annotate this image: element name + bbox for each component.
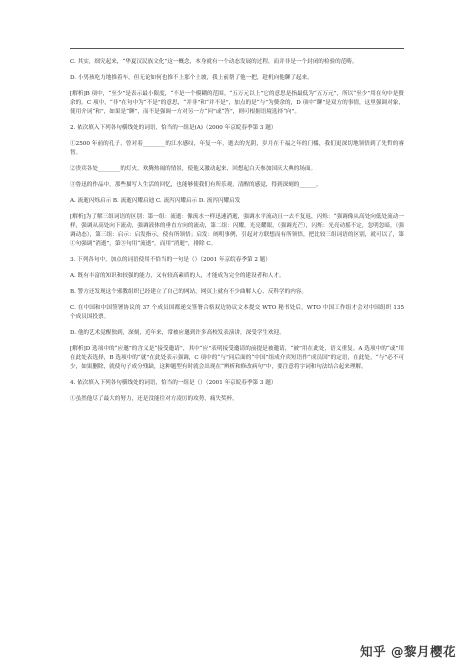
question-2-sentence-3: ③鲁迅的作品中，那些描写人生活的回忆，也能够使我们有所乐观，清醒的感觉，得到深刻的______。 xyxy=(70,182,322,188)
header-rule xyxy=(70,48,404,49)
question-3-heading: 3. 下列各句中，加点的词语使用不恰当的一句是（）（2001 年京皖春季第 2 题） xyxy=(70,257,271,263)
question-3-option-c: C. 在中国和中国签署协议的 37 个成员国都递交签署合格双边协议文本提交 WTO 秘书处后，WTO 中国工作组才会对中国组织 135 个成员国投票。 xyxy=(70,305,404,320)
question-2-heading: 2. 依次填入下列各句横线处的词语，恰当的一组是(A)（2000 年京皖春季第 3 题） xyxy=(70,125,277,131)
paragraph-option-d: D. 小男孩吃力地推着车，但无论如何也推不上那个土坡，我上前帮了他一把，趁机向他聊了起来。 xyxy=(70,75,313,81)
question-4-sentence-1: ①虽然他尽了最大的努力，还是没能往对方凌厉的攻势，痛失奖杯。 xyxy=(70,396,238,402)
document-body xyxy=(70,58,404,411)
question-4-heading: 4. 依次填入下列各句横线处的词语，恰当的一组是（）（2001 年京皖春季第 3 题） xyxy=(70,380,277,386)
question-2-options: A. 流逝闪烁启示 B. 流逝闪耀启迪 C. 流泻闪耀启示 D. 流泻闪耀启发 xyxy=(70,198,241,204)
question-3-option-a: A. 既有丰富的知识和较强的能力，又有较高素质的人，才能成为完全的建设者和人才。 xyxy=(70,273,285,279)
paragraph-analysis-3: [解析]D 选项中的“应邀”的含义是“接受邀请”，其中“应”表明接受邀请的前提是被邀请，“被”用在此处，语义重复。A 选项中的“或”用在此处表选择，B 选项中的“就”在此处表示强调，C 项中的“与”同后面的“中国”组成介宾短语作“成员国”的定语，在此处，“与”必不可少，如果删除，就使句子成分残缺，这种题型有时就会出现在“辨析和修改病句”中，要注意将字词和句法结合起来理解。 xyxy=(70,346,404,370)
paragraph-analysis-2: [解析]为了解三组词语的区别：第一组：流逝：像流水一样迅速消逝，强调水平流动且一去不复返，闪烁：“强调像从高处向低处流动一样，强调从高处向下流动，强调液体的垂直方向的流动，第二组：闪耀，光亮耀眼，（强调光芒），闪烁：光亮动摇不定，忽明忽暗，（强调动态），第三组：启示：启发指示，使有所领悟；启发：阐明事例，引起对方联想而有所领悟，把比较三组词语的区别，就可以了，第①句强调“消逝”，第③句用“流逝”，而用“消逝”，排除 C。 xyxy=(70,214,404,247)
question-2-sentence-2: ②贵宾各处________的灯火，欢腾热闹的情景，使他又激动起来，回想起白天参加国庆大典的场面。 xyxy=(70,166,317,172)
paragraph-analysis-1: [解析]B 项中，“至少”是表示最小限度，“不是一个模糊的范围。“五万元以上”它的意思是指最低为“五万元”，所以“至少”用在句中是赘余的。C 项中，“非”在句中为“不是”的意思，“并非”和“并不是”，加点的是“与”为赘余的，D 项中“聊”是双方的事情，这里强调对象，使用介词“和”，如果是“聊”，而不是强调一方对另一方“问”或“答”，则可根据语境选择“向”。 xyxy=(70,91,404,115)
question-3-option-d: D. 他的艺术觉醒独到，深刻，近年来，常被应邀到许多高校发表演讲，深受学生欢迎。 xyxy=(70,330,285,336)
watermark-text: 知乎 @黎月樱花 xyxy=(360,644,456,659)
question-3-option-b: B. 警方还发现这个邪教组织已经建立了自己的网站，网页上就有不少曲解人心、反科学的内容。 xyxy=(70,289,308,295)
paragraph-option-c: C. 其实，细究起来，“华夏汉民族文化”这一概念，本身就有一个动态发展的过程，而并非是一个封闭的检验的范畴。 xyxy=(70,59,358,65)
question-2-sentence-1: ①2500 年前的孔子，曾对着________的江水感叹，年复一年，逝去的光阴，岁月在千福之年的门槛，我们更深切地领悟到了先哲的睿智。 xyxy=(70,141,404,156)
